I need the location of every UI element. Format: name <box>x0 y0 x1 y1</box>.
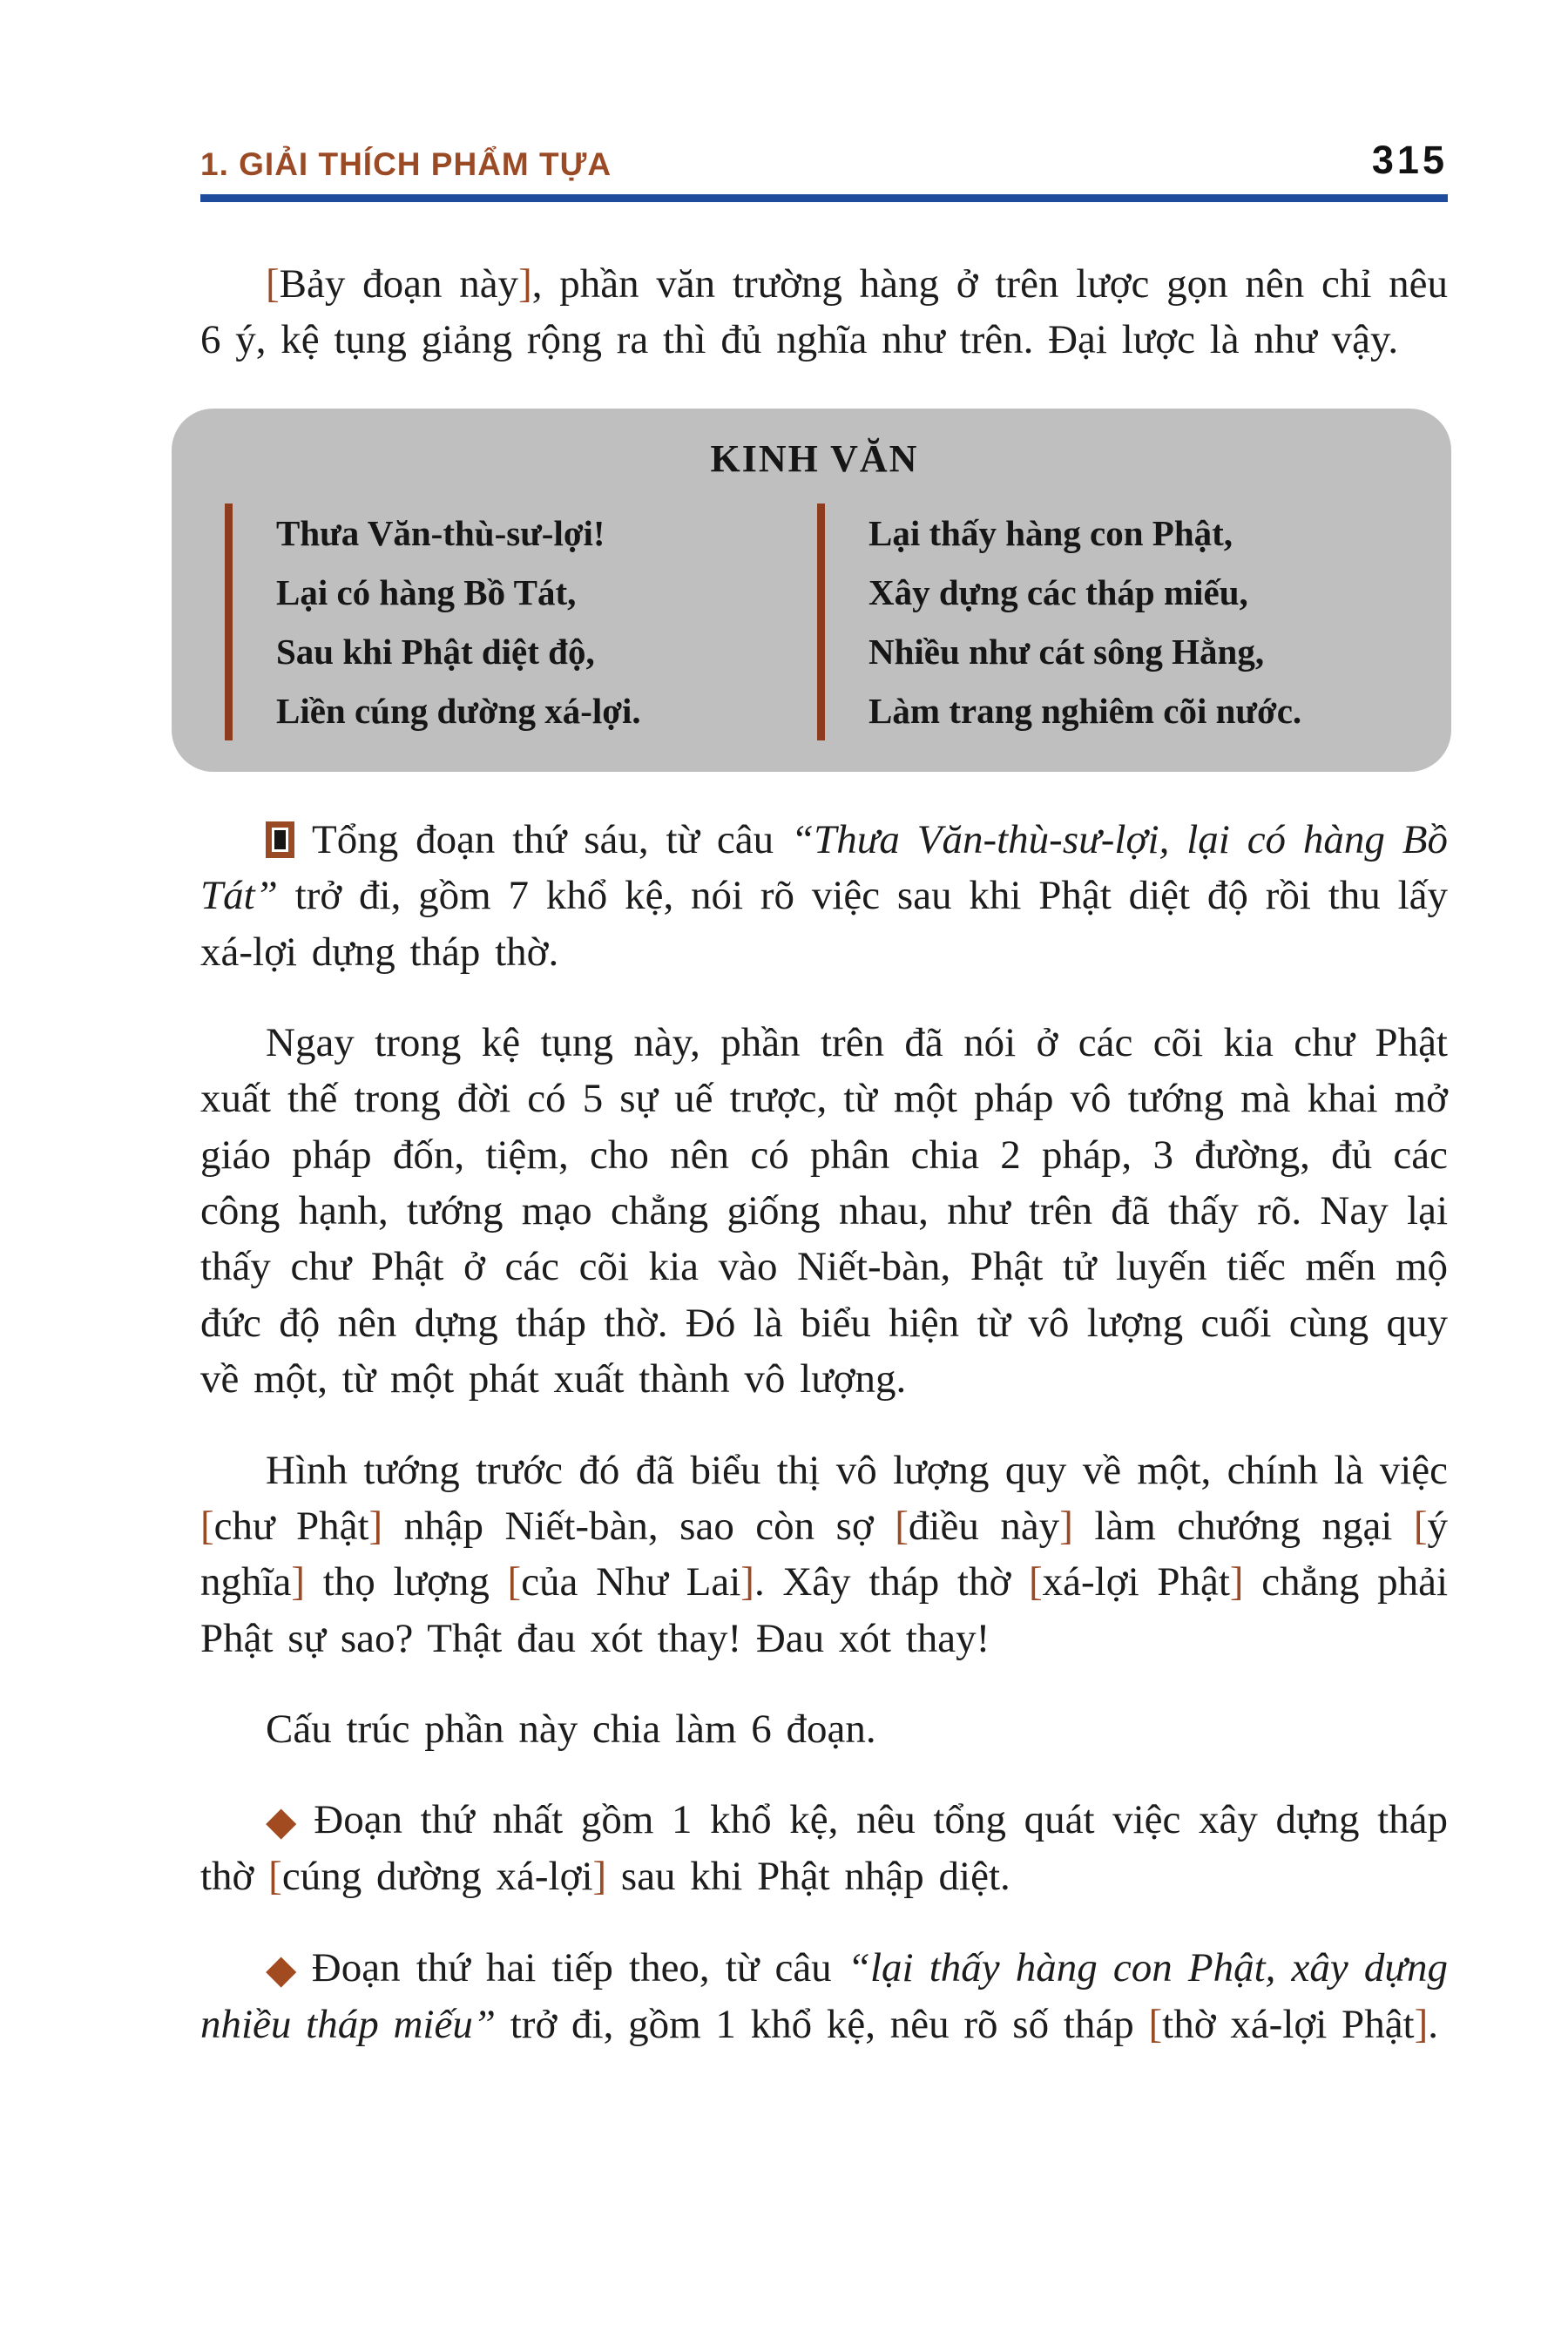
text-segment: Bảy đoạn này <box>279 261 519 307</box>
text-segment: [ <box>1148 2001 1163 2047</box>
text-segment: làm chướng ngại <box>1072 1503 1414 1549</box>
paragraph <box>200 1792 1448 1904</box>
header-rule <box>200 194 1448 202</box>
running-head: 1. GIẢI THÍCH PHẨM TỰA <box>200 146 612 182</box>
text-segment: Cấu trúc phần này chia làm 6 đoạn. <box>266 1707 876 1752</box>
verse-line: Sau khi Phật diệt độ, <box>276 631 595 672</box>
text-segment: thọ lượng <box>305 1559 508 1605</box>
text-segment: chẳng phải Phật sự sao? Thật đau xót thay! Đau xót thay! <box>200 1559 1449 1661</box>
text-segment: ] <box>368 1503 383 1549</box>
paragraph <box>200 1015 1448 1408</box>
text-segment: Hình tướng trước đó đã biểu thị vô lượng quy về một, chính là việc <box>266 1447 1448 1493</box>
text-segment: thờ xá-lợi Phật <box>1162 2001 1415 2047</box>
intro-paragraphs <box>200 256 1448 368</box>
text-segment: ] <box>1414 2001 1429 2047</box>
text-segment: Đoạn thứ hai tiếp theo, từ câu <box>311 1944 848 1990</box>
text-segment: chư Phật <box>213 1503 369 1549</box>
page-header <box>200 138 1448 202</box>
verse-line: Làm trang nghiêm cõi nước. <box>868 690 1302 731</box>
text-segment: Tổng đoạn thứ sáu, từ câu <box>312 816 791 862</box>
text-segment: ] <box>1229 1559 1244 1605</box>
text-segment: ý nghĩa <box>200 1503 1448 1605</box>
text-segment: [ <box>266 261 280 307</box>
paragraph <box>200 812 1448 980</box>
text-segment: trở đi, gồm 7 khổ kệ, nói rõ việc sau khi Phật diệt độ rồi thu lấy xá-lợi dựng tháp thờ. <box>200 873 1448 975</box>
text-segment: ] <box>291 1559 306 1605</box>
verse-line: Thưa Văn-thù-sư-lợi! <box>276 512 605 553</box>
paragraph <box>200 1701 1448 1757</box>
text-segment: [ <box>895 1503 909 1549</box>
verse-column-right <box>817 504 1409 740</box>
text-segment: “Thưa Văn-thù-sư-lợi, lại có hàng Bồ Tát” <box>200 816 1448 919</box>
page-number: 315 <box>1371 138 1448 182</box>
verse-row <box>220 504 1409 740</box>
text-segment: [ <box>200 1503 214 1549</box>
verse-column-left <box>225 504 817 740</box>
square-bullet-fill <box>274 830 286 849</box>
verse-line: Nhiều như cát sông Hằng, <box>868 631 1265 672</box>
text-segment: ] <box>1059 1503 1073 1549</box>
paragraph <box>200 256 1448 368</box>
text-segment: sau khi Phật nhập diệt. <box>606 1854 1010 1900</box>
text-segment: cúng dường xá-lợi <box>281 1854 593 1900</box>
text-segment: Đoạn thứ nhất gồm 1 khổ kệ, nêu tổng quát việc xây dựng tháp thờ <box>200 1797 1448 1900</box>
page-body <box>200 202 1448 2052</box>
verse-line: Lại có hàng Bồ Tát, <box>276 571 577 612</box>
text-segment: [ <box>268 1854 282 1900</box>
text-segment: ] <box>740 1559 754 1605</box>
text-segment: trở đi, gồm 1 khổ kệ, nêu rõ số tháp <box>495 2001 1149 2047</box>
diamond-bullet-icon: ◆ <box>266 1797 301 1845</box>
verse-line: Lại thấy hàng con Phật, <box>868 512 1233 553</box>
commentary-paragraphs <box>200 812 1448 2052</box>
text-segment: điều này <box>908 1503 1060 1549</box>
kinh-van-box <box>172 409 1451 772</box>
text-segment: . Xây tháp thờ <box>754 1559 1030 1605</box>
paragraph <box>200 1940 1448 2052</box>
text-segment: , phần văn trường hàng ở trên lược gọn nên chỉ nêu 6 ý, kệ tụng giảng rộng ra thì đủ nghĩa như trên. Đại lược là như vậy. <box>200 261 1448 363</box>
text-segment: của Như Lai <box>521 1559 741 1605</box>
text-segment: nhập Niết-bàn, sao còn sợ <box>382 1503 896 1549</box>
paragraph <box>200 1443 1448 1667</box>
text-segment: xá-lợi Phật <box>1042 1559 1230 1605</box>
text-segment: [ <box>507 1559 522 1605</box>
text-segment: [ <box>1029 1559 1043 1605</box>
diamond-bullet-icon: ◆ <box>266 1944 298 1992</box>
text-segment: ] <box>592 1854 607 1900</box>
text-segment: ] <box>518 261 532 307</box>
verse-line: Liền cúng dường xá-lợi. <box>276 690 641 731</box>
text-segment: Ngay trong kệ tụng này, phần trên đã nói ở các cõi kia chư Phật xuất thế trong đời có 5 sự uế trược, từ một pháp vô tướng mà khai mở giáo pháp đốn, tiệm, cho nên có phân chia 2 pháp, 3 đường, đủ các công hạnh, tướng mạo chẳng giống nhau, như trên đã thấy rõ. Nay lại thấy chư Phật ở các cõi kia vào Niết-bàn, Phật tử luyến tiếc mến mộ đức độ nên dựng tháp thờ. Đó là biểu hiện từ vô lượng cuối cùng quy về một, từ một phát xuất thành vô lượng. <box>200 1019 1448 1402</box>
header-row <box>200 138 1448 183</box>
text-segment: . <box>1428 2001 1439 2047</box>
text-segment: [ <box>1413 1503 1428 1549</box>
square-bullet-icon <box>266 821 294 858</box>
kinh-van-title: KINH VĂN <box>710 436 919 480</box>
verse-line: Xây dựng các tháp miếu, <box>868 571 1248 612</box>
text-segment: “lại thấy hàng con Phật, xây dựng nhiều tháp miếu” <box>200 1944 1448 2047</box>
